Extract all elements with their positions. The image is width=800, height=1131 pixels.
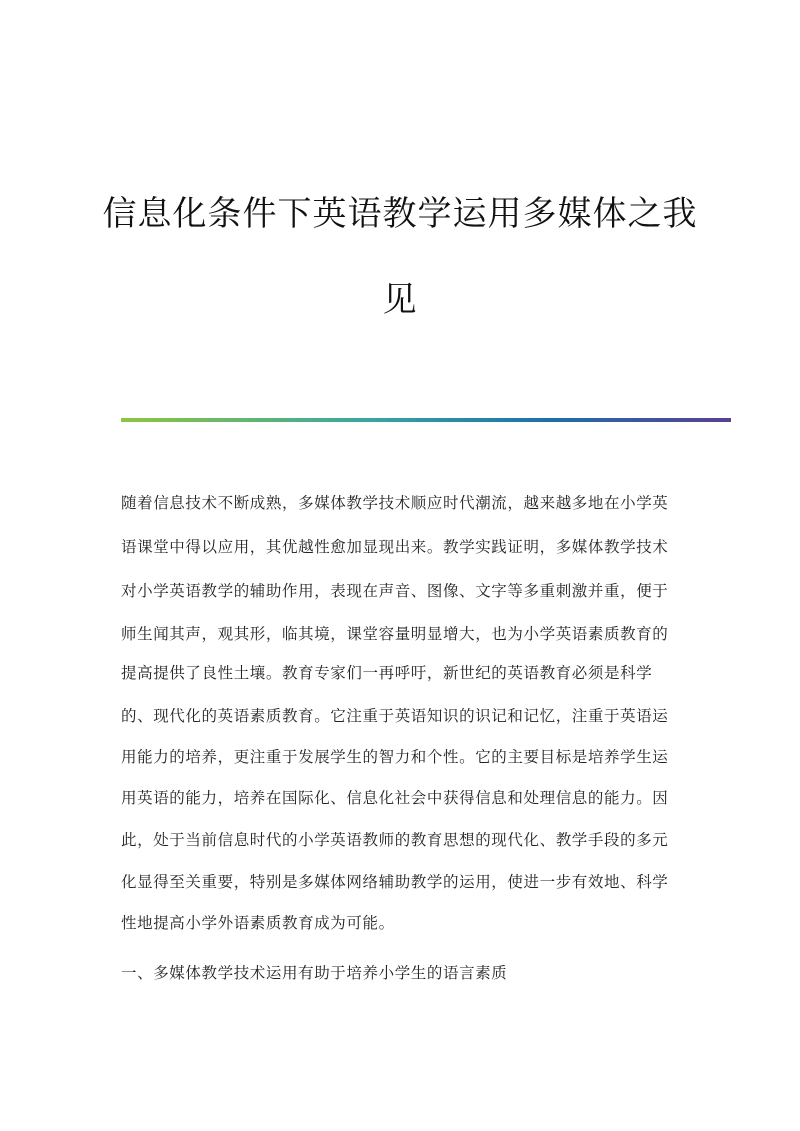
paragraph-line: 对小学英语教学的辅助作用，表现在声音、图像、文字等多重刺激并重，便于 [121,582,669,600]
paragraph-line: 化显得至关重要，特别是多媒体网络辅助教学的运用，使进一步有效地、科学 [121,873,669,891]
section-heading: 一、多媒体教学技术运用有助于培养小学生的语言素质 [121,964,508,982]
paragraph-line: 用英语的能力，培养在国际化、信息化社会中获得信息和处理信息的能力。因 [121,789,669,807]
document-title-line-2: 见 [382,280,418,320]
paragraph-line: 性地提高小学外语素质教育成为可能。 [121,914,395,932]
paragraph-line: 用能力的培养，更注重于发展学生的智力和个性。它的主要目标是培养学生运 [121,748,669,766]
title-divider [121,418,731,422]
paragraph-line: 提高提供了良性土壤。教育专家们一再呼吁，新世纪的英语教育必须是科学 [121,664,653,682]
paragraph-line: 的、现代化的英语素质教育。它注重于英语知识的识记和记忆，注重于英语运 [121,707,669,725]
paragraph-line: 随着信息技术不断成熟，多媒体教学技术顺应时代潮流，越来越多地在小学英 [121,494,669,512]
paragraph-line: 师生闻其声，观其形，临其境，课堂容量明显增大，也为小学英语素质教育的 [121,625,669,643]
paragraph-line: 此，处于当前信息时代的小学英语教师的教育思想的现代化、教学手段的多元 [121,831,669,849]
document-title-line-1: 信息化条件下英语教学运用多媒体之我 [102,194,698,234]
paragraph-line: 语课堂中得以应用，其优越性愈加显现出来。教学实践证明，多媒体教学技术 [121,538,669,556]
